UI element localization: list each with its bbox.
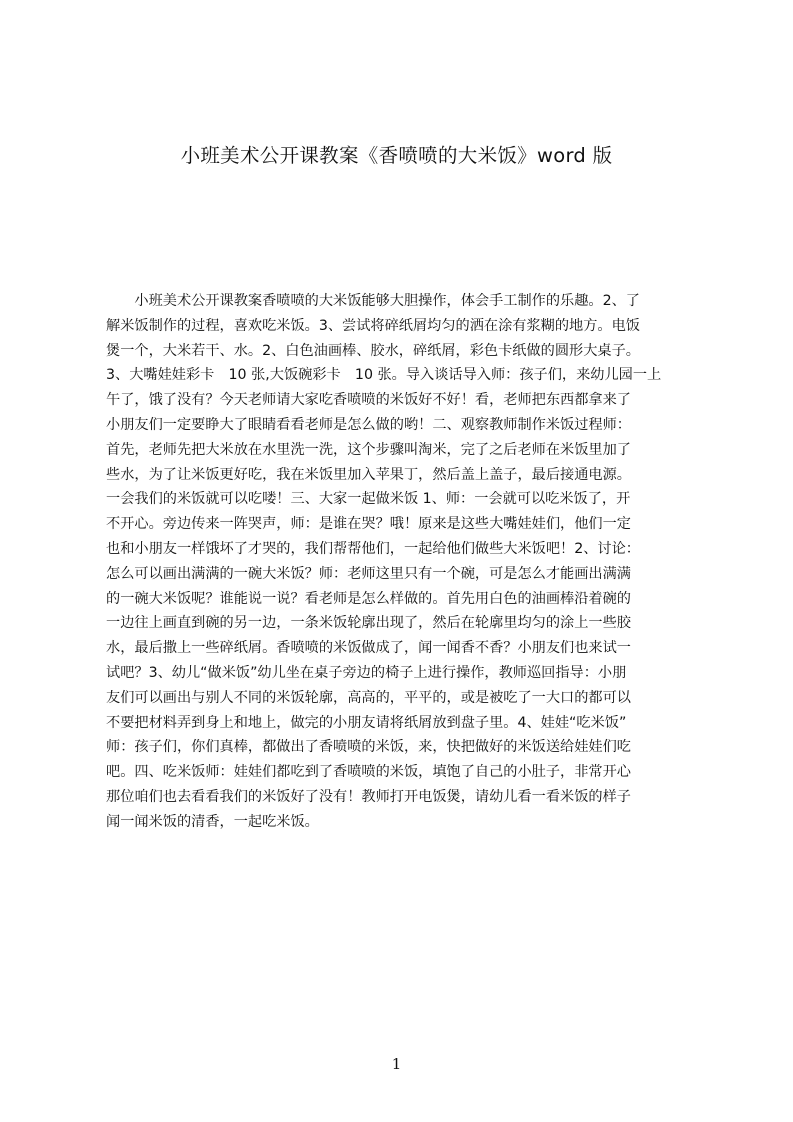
text-line: 那位咱们也去看看我们的米饭好了没有！教师打开电饭煲，请幼儿看一看米饭的样子 [106, 788, 631, 805]
document-title: 小班美术公开课教案《香喷喷的大米饭》word 版 [180, 144, 613, 167]
text-line: 友们可以画出与别人不同的米饭轮廓，高高的，平平的，或是被吃了一大口的都可以 [106, 689, 631, 706]
text-line: 午了，饿了没有？今天老师请大家吃香喷喷的米饭好不好！看，老师把东西都拿来了 [106, 392, 631, 409]
text-line: 一会我们的米饭就可以吃喽！三、大家一起做米饭 1、师：一会就可以吃米饭了，开 [106, 491, 631, 508]
text-line: 不开心。旁边传来一阵哭声，师：是谁在哭？哦！原来是这些大嘴娃娃们，他们一定 [106, 516, 631, 533]
text-line: 吧。四、吃米饭师：娃娃们都吃到了香喷喷的米饭，填饱了自己的小肚子，非常开心 [106, 764, 631, 781]
text-line: 师：孩子们，你们真棒，都做出了香喷喷的米饭，来，快把做好的米饭送给娃娃们吃 [106, 739, 631, 756]
text-line: 试吧？3、幼儿“做米饭”幼儿坐在桌子旁边的椅子上进行操作，教师巡回指导：小朋 [106, 664, 627, 681]
text-line: 怎么可以画出满满的一碗大米饭？师：老师这里只有一个碗，可是怎么才能画出满满 [106, 565, 631, 582]
text-line: 不要把材料弄到身上和地上，做完的小朋友请将纸屑放到盘子里。4、娃娃“吃米饭” [106, 714, 627, 731]
text-line: 些水，为了让米饭更好吃，我在米饭里加入苹果丁，然后盖上盖子，最后接通电源。 [106, 466, 631, 483]
text-line: 小班美术公开课教案香喷喷的大米饭能够大胆操作，体会手工制作的乐趣。2、了 [106, 293, 640, 309]
text-line: 解米饭制作的过程，喜欢吃米饭。3、尝试将碎纸屑均匀的洒在涂有浆糊的地方。电饭 [106, 317, 640, 334]
text-line: 闻一闻米饭的清香，一起吃米饭。 [106, 813, 319, 830]
text-line: 也和小朋友一样饿坏了才哭的，我们帮帮他们，一起给他们做些大米饭吧！2、讨论： [106, 540, 640, 557]
text-line: 一边往上画直到碗的另一边，一条米饭轮廓出现了，然后在轮廓里均匀的涂上一些胶 [106, 615, 631, 632]
text-line: 3、大嘴娃娃彩卡 10 张,大饭碗彩卡 10 张。导入谈话导入师：孩子们，来幼儿园一上 [106, 367, 662, 384]
text-line: 煲一个，大米若干、水。2、白色油画棒、胶水，碎纸屑，彩色卡纸做的圆形大桌子。 [106, 342, 640, 359]
text-line: 的一碗大米饭呢？谁能说一说？看老师是怎么样做的。首先用白色的油画棒沿着碗的 [106, 590, 631, 607]
body-paragraph [106, 289, 696, 835]
text-line: 小朋友们一定要睁大了眼睛看看老师是怎么做的哟！二、观察教师制作米饭过程师： [106, 416, 631, 433]
page-number: 1 [391, 1055, 402, 1073]
text-line: 水，最后撒上一些碎纸屑。香喷喷的米饭做成了，闻一闻香不香？小朋友们也来试一 [106, 640, 631, 657]
text-line: 首先，老师先把大米放在水里洗一洗，这个步骤叫淘米，完了之后老师在米饭里加了 [106, 441, 631, 458]
